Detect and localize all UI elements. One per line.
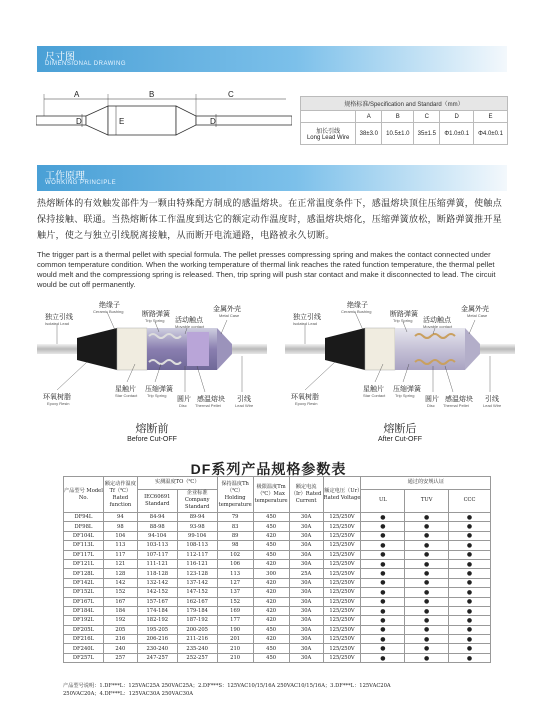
table-cell: 125/250V xyxy=(323,635,361,644)
table-cell: 420 xyxy=(253,559,289,568)
section-subtitle: WORKING PRINCIPLE xyxy=(45,180,117,186)
table-cell: 30A xyxy=(289,625,323,634)
table-cell: 125/250V xyxy=(323,531,361,540)
df-table-title: DF系列产品规格参数表 xyxy=(190,461,347,477)
table-cell: 169 xyxy=(217,606,253,615)
label-disc-en: Disc xyxy=(179,403,187,408)
table-cell: 450 xyxy=(253,550,289,559)
table-row xyxy=(64,578,491,587)
table-cell: 174-184 xyxy=(137,606,177,615)
table-cell: 30A xyxy=(289,513,323,522)
label-isolated-lead: 独立引线 xyxy=(293,314,321,321)
cert-dot: ● xyxy=(405,635,449,644)
table-cell: 420 xyxy=(253,578,289,587)
df-table-body xyxy=(64,513,491,663)
df-header-tuv: TUV xyxy=(405,489,449,512)
table-cell: DF113L xyxy=(64,541,104,550)
cert-dot: ● xyxy=(361,597,405,606)
df-header-standard-group: 实测温度TO（℃） xyxy=(137,477,217,490)
table-cell: 84-94 xyxy=(137,513,177,522)
label-disc-en: Disc xyxy=(427,403,435,408)
table-cell: 107-117 xyxy=(137,550,177,559)
cert-dot: ● xyxy=(405,522,449,531)
df-header-cert-group: 通过的安规认证 xyxy=(361,477,491,490)
cert-dot: ● xyxy=(449,653,491,662)
table-cell: 30A xyxy=(289,644,323,653)
cert-dot: ● xyxy=(361,531,405,540)
table-cell: DF216L xyxy=(64,635,104,644)
table-cell: 125/250V xyxy=(323,559,361,568)
principle-text-en: The trigger part is a thermal pellet with special formula. The pellet presses compressing spring and makes the contact connected under common temperature condition. When the working temperature of thermal link reaches the rated function temperature, the thermal pellet would melt and the compressiong spring is released. Then, trip spring will push star contact and make it disconnected to lead. The circuit would be cut off permanently. xyxy=(37,250,496,289)
table-cell: 99-104 xyxy=(177,531,217,540)
table-cell: 30A xyxy=(289,541,323,550)
table-cell: 450 xyxy=(253,522,289,531)
cert-dot: ● xyxy=(449,541,491,550)
label-ceramic-en: Ceramic Bushing xyxy=(341,309,372,314)
table-cell: 30A xyxy=(289,653,323,662)
table-cell: 206-216 xyxy=(137,635,177,644)
label-pellet-en: Thermal Pellet xyxy=(443,403,469,408)
figure-caption-before-en: Before Cut-OFF xyxy=(127,436,177,443)
table-cell: 125/250V xyxy=(323,606,361,615)
table-cell: 240 xyxy=(103,644,137,653)
label-compress-spring-en: Trip Spring xyxy=(147,393,167,398)
table-cell: 450 xyxy=(253,541,289,550)
df-header-max-temp: 极限温度Tm（℃）Max temperature xyxy=(253,477,289,513)
table-cell: 205 xyxy=(103,625,137,634)
table-cell: 116-121 xyxy=(177,559,217,568)
table-row xyxy=(64,635,491,644)
table-cell: 142-152 xyxy=(137,588,177,597)
table-cell: 30A xyxy=(289,597,323,606)
table-cell: 30A xyxy=(289,559,323,568)
cert-dot: ● xyxy=(361,588,405,597)
table-cell: 30A xyxy=(289,616,323,625)
table-cell: 127 xyxy=(217,578,253,587)
label-metal-case: 金属外壳 xyxy=(461,306,489,313)
table-cell: 152 xyxy=(103,588,137,597)
df-header-voltage: 额定电压（Ur）Rated Voltage xyxy=(323,477,361,513)
table-cell: 420 xyxy=(253,531,289,540)
table-cell: 108-113 xyxy=(177,541,217,550)
cert-dot: ● xyxy=(405,588,449,597)
table-cell: DF167L xyxy=(64,597,104,606)
spec-value-e: Φ4.0±0.1 xyxy=(474,123,508,145)
table-cell: 30A xyxy=(289,635,323,644)
dim-label-d-right: D xyxy=(210,117,216,126)
table-cell: 184 xyxy=(103,606,137,615)
cert-dot: ● xyxy=(449,578,491,587)
table-cell: 420 xyxy=(253,588,289,597)
table-cell: 117 xyxy=(103,550,137,559)
label-metal-case: 金属外壳 xyxy=(213,306,241,313)
df-table-note xyxy=(63,682,493,698)
table-row xyxy=(64,653,491,662)
dim-label-e: E xyxy=(119,117,125,126)
table-cell: DF257L xyxy=(64,653,104,662)
table-cell: 30A xyxy=(289,550,323,559)
df-header-holding: 保持温度Th（℃）Holding temperature xyxy=(217,477,253,513)
table-cell: 93-98 xyxy=(177,522,217,531)
section-title: 工作原理 xyxy=(45,171,85,182)
cert-dot: ● xyxy=(449,531,491,540)
spec-value-c: 35±1.5 xyxy=(414,123,440,145)
table-cell: 125/250V xyxy=(323,541,361,550)
label-epoxy: 环氧树脂 xyxy=(43,394,71,401)
dimensional-drawing xyxy=(36,90,292,150)
table-cell: 125/250V xyxy=(323,513,361,522)
dim-label-c: C xyxy=(228,90,234,99)
cert-dot: ● xyxy=(361,644,405,653)
table-cell: DF117L xyxy=(64,550,104,559)
table-cell: 177 xyxy=(217,616,253,625)
cert-dot: ● xyxy=(361,569,405,578)
table-cell: DF205L xyxy=(64,625,104,634)
cert-dot: ● xyxy=(449,606,491,615)
table-cell: 235-240 xyxy=(177,644,217,653)
label-pellet: 感温熔块 xyxy=(197,396,225,403)
table-row xyxy=(64,541,491,550)
cert-dot: ● xyxy=(405,569,449,578)
table-cell: DF94L xyxy=(64,513,104,522)
section-subtitle: DIMENSIONAL DRAWING xyxy=(45,61,127,67)
cert-dot: ● xyxy=(449,588,491,597)
table-cell: 125/250V xyxy=(323,522,361,531)
spec-header-d: D xyxy=(440,111,474,123)
label-trip-spring-en: Trip Spring xyxy=(393,318,413,323)
table-cell: 30A xyxy=(289,578,323,587)
label-epoxy-en: Epoxy Resin xyxy=(47,401,70,406)
table-cell: 200-205 xyxy=(177,625,217,634)
cert-dot: ● xyxy=(449,635,491,644)
cert-dot: ● xyxy=(449,559,491,568)
label-movable-contact: 活动触点 xyxy=(175,317,203,324)
df-header-rated: 额定动作温度Tf（℃）Rated function xyxy=(103,477,137,513)
label-compress-spring: 压缩弹簧 xyxy=(145,386,173,393)
table-cell: 147-152 xyxy=(177,588,217,597)
table-cell: 230-240 xyxy=(137,644,177,653)
cert-dot: ● xyxy=(361,550,405,559)
table-cell: 187-192 xyxy=(177,616,217,625)
table-cell: 104 xyxy=(103,531,137,540)
cert-dot: ● xyxy=(405,653,449,662)
cert-dot: ● xyxy=(361,541,405,550)
section-header-principle xyxy=(37,165,507,191)
table-cell: 132-142 xyxy=(137,578,177,587)
cert-dot: ● xyxy=(361,578,405,587)
table-cell: 450 xyxy=(253,644,289,653)
df-header-current: 额定电流（Ir）Rated Current xyxy=(289,477,323,513)
label-isolated-lead: 独立引线 xyxy=(45,314,73,321)
spec-header-b: B xyxy=(382,111,414,123)
table-cell: 210 xyxy=(217,644,253,653)
table-cell: 98 xyxy=(103,522,137,531)
figure-caption-after: 熔断后 xyxy=(383,423,417,435)
label-ceramic: 绝缘子 xyxy=(99,302,120,309)
label-movable-contact-en: Movable contact xyxy=(423,324,453,329)
table-row xyxy=(64,513,491,522)
table-cell: 125/250V xyxy=(323,550,361,559)
table-cell: 113 xyxy=(103,541,137,550)
table-cell: 157-167 xyxy=(137,597,177,606)
table-cell: DF142L xyxy=(64,578,104,587)
table-cell: 94-104 xyxy=(137,531,177,540)
figure-caption-before: 熔断前 xyxy=(135,423,169,435)
table-cell: 30A xyxy=(289,522,323,531)
table-cell: 125/250V xyxy=(323,569,361,578)
table-row xyxy=(64,644,491,653)
table-cell: DF192L xyxy=(64,616,104,625)
cert-dot: ● xyxy=(449,522,491,531)
table-cell: 162-167 xyxy=(177,597,217,606)
cert-dot: ● xyxy=(405,616,449,625)
label-movable-contact-en: Movable contact xyxy=(175,324,205,329)
table-cell: 125/250V xyxy=(323,597,361,606)
cert-dot: ● xyxy=(405,578,449,587)
label-trip-spring: 断路弹簧 xyxy=(142,311,170,318)
table-cell: 142 xyxy=(103,578,137,587)
table-cell: DF121L xyxy=(64,559,104,568)
table-cell: 94 xyxy=(103,513,137,522)
table-cell: 113 xyxy=(217,569,253,578)
cert-dot: ● xyxy=(449,625,491,634)
cert-dot: ● xyxy=(405,625,449,634)
cert-dot: ● xyxy=(361,653,405,662)
label-star-contact: 星触片 xyxy=(363,386,384,393)
dim-label-a: A xyxy=(74,90,80,99)
table-cell: 125/250V xyxy=(323,588,361,597)
df-header-company: 企业标准 Company Standard xyxy=(177,489,217,512)
table-row xyxy=(64,559,491,568)
table-cell: 79 xyxy=(217,513,253,522)
table-cell: 420 xyxy=(253,635,289,644)
table-cell: 420 xyxy=(253,616,289,625)
cert-dot: ● xyxy=(405,550,449,559)
table-cell: 167 xyxy=(103,597,137,606)
table-cell: 30A xyxy=(289,588,323,597)
table-row xyxy=(64,588,491,597)
df-header-model: 产品型号 Model No. xyxy=(64,477,104,513)
cert-dot: ● xyxy=(449,569,491,578)
label-lead-wire: 引线 xyxy=(237,396,251,403)
table-row xyxy=(64,616,491,625)
table-cell: DF128L xyxy=(64,569,104,578)
table-cell: 182-192 xyxy=(137,616,177,625)
table-cell: 98 xyxy=(217,541,253,550)
spec-row-label: 加长引线 Long Lead Wire xyxy=(301,123,356,145)
cert-dot: ● xyxy=(361,625,405,634)
cert-dot: ● xyxy=(449,550,491,559)
df-header-iec: IEC60691 Standard xyxy=(137,489,177,512)
table-cell: 125/250V xyxy=(323,653,361,662)
table-cell: 121 xyxy=(103,559,137,568)
table-cell: 300 xyxy=(253,569,289,578)
table-cell: 89-94 xyxy=(177,513,217,522)
table-cell: 192 xyxy=(103,616,137,625)
table-cell: 88-98 xyxy=(137,522,177,531)
df-header-ul: UL xyxy=(361,489,405,512)
table-cell: 201 xyxy=(217,635,253,644)
table-cell: DF104L xyxy=(64,531,104,540)
table-row xyxy=(64,569,491,578)
label-metal-case-en: Metal Case xyxy=(467,313,488,318)
df-note-line-1: 产品型号说明：1.DF***L：125VAC25A 250VAC25A；2.DF***S：125VAC10/15/16A 250VAC10/15/16A；3.DF***L：125VAC20A xyxy=(63,683,391,689)
table-cell: 420 xyxy=(253,597,289,606)
cert-dot: ● xyxy=(449,597,491,606)
label-trip-spring-en: Trip Spring xyxy=(145,318,165,323)
table-cell: 123-128 xyxy=(177,569,217,578)
table-cell: 106 xyxy=(217,559,253,568)
df-header-ccc: CCC xyxy=(449,489,491,512)
label-compress-spring-en: Trip Spring xyxy=(395,393,415,398)
label-star-contact: 星触片 xyxy=(115,386,136,393)
spec-value-a: 38±3.0 xyxy=(356,123,382,145)
label-isolated-lead-en: Isolated Lead xyxy=(293,321,318,326)
table-cell: 420 xyxy=(253,606,289,615)
table-cell: 111-121 xyxy=(137,559,177,568)
label-metal-case-en: Metal Case xyxy=(219,313,240,318)
table-cell: 216 xyxy=(103,635,137,644)
table-cell: 30A xyxy=(289,531,323,540)
cert-dot: ● xyxy=(361,606,405,615)
label-epoxy-en: Epoxy Resin xyxy=(295,401,318,406)
figure-after-cutoff xyxy=(285,300,515,445)
table-cell: 89 xyxy=(217,531,253,540)
label-ceramic: 绝缘子 xyxy=(347,302,368,309)
cert-dot: ● xyxy=(405,597,449,606)
table-cell: 125/250V xyxy=(323,578,361,587)
table-cell: 247-257 xyxy=(137,653,177,662)
label-lead-wire: 引线 xyxy=(485,396,499,403)
label-star-contact-en: Star Contact xyxy=(115,393,138,398)
table-cell: 103-113 xyxy=(137,541,177,550)
label-trip-spring: 断路弹簧 xyxy=(390,311,418,318)
table-cell: 137-142 xyxy=(177,578,217,587)
cert-dot: ● xyxy=(405,531,449,540)
table-row xyxy=(64,522,491,531)
cert-dot: ● xyxy=(361,635,405,644)
cert-dot: ● xyxy=(449,616,491,625)
table-cell: 179-184 xyxy=(177,606,217,615)
table-cell: 30A xyxy=(289,606,323,615)
table-cell: 152 xyxy=(217,597,253,606)
table-row xyxy=(64,606,491,615)
cert-dot: ● xyxy=(405,541,449,550)
table-cell: DF152L xyxy=(64,588,104,597)
dim-label-d-left: D xyxy=(76,117,82,126)
table-cell: DF98L xyxy=(64,522,104,531)
figure-caption-after-en: After Cut-OFF xyxy=(378,436,422,443)
table-cell: 450 xyxy=(253,513,289,522)
cert-dot: ● xyxy=(449,513,491,522)
table-cell: 450 xyxy=(253,653,289,662)
cert-dot: ● xyxy=(405,513,449,522)
spec-value-b: 10.5±1.0 xyxy=(382,123,414,145)
label-isolated-lead-en: Isolated Lead xyxy=(45,321,70,326)
table-cell: 450 xyxy=(253,625,289,634)
cert-dot: ● xyxy=(361,522,405,531)
spec-table-caption: 规格标准/Specification and Standard（mm） xyxy=(300,96,508,110)
label-pellet-en: Thermal Pellet xyxy=(195,403,221,408)
table-cell: DF240L xyxy=(64,644,104,653)
cert-dot: ● xyxy=(405,644,449,653)
table-row xyxy=(64,531,491,540)
cert-dot: ● xyxy=(405,606,449,615)
right-taper xyxy=(176,106,196,135)
spec-value-d: Φ1.0±0.1 xyxy=(440,123,474,145)
label-disc: 圆片 xyxy=(425,396,439,403)
table-cell: 125/250V xyxy=(323,625,361,634)
label-compress-spring: 压缩弹簧 xyxy=(393,386,421,393)
cert-dot: ● xyxy=(361,513,405,522)
spec-header-a: A xyxy=(356,111,382,123)
principle-text-zh: 热熔断体的有效触发部件为一颗由特殊配方制成的感温熔块。在正常温度条件下，感温熔块顶住压缩弹簧，使触点保持接触、联通。当热熔断体工作温度到达它的额定动作温度时，感温熔块熔化，压缩弹簧放松，断路弹簧推开星触片，使之与独立引线脱离接触，从而断开电流通路，电路被永久切断。 xyxy=(37,198,503,240)
label-epoxy: 环氧树脂 xyxy=(291,394,319,401)
table-row xyxy=(64,625,491,634)
cert-dot: ● xyxy=(361,559,405,568)
df-spec-table xyxy=(63,476,491,663)
table-cell: 137 xyxy=(217,588,253,597)
table-cell: 102 xyxy=(217,550,253,559)
table-cell: 195-205 xyxy=(137,625,177,634)
spec-table xyxy=(300,96,508,145)
table-cell: 83 xyxy=(217,522,253,531)
cert-dot: ● xyxy=(449,644,491,653)
spec-header-e: E xyxy=(474,111,508,123)
table-cell: 190 xyxy=(217,625,253,634)
table-cell: 112-117 xyxy=(177,550,217,559)
table-cell: 257 xyxy=(103,653,137,662)
dim-label-b: B xyxy=(149,90,155,99)
table-cell: 118-128 xyxy=(137,569,177,578)
spec-header-c: C xyxy=(414,111,440,123)
table-cell: DF184L xyxy=(64,606,104,615)
df-note-line-2: 250VAC20A；4.DF***L：125VAC30A 250VAC30A xyxy=(63,691,194,697)
table-row xyxy=(64,597,491,606)
table-cell: 125/250V xyxy=(323,616,361,625)
section-header-dimension xyxy=(37,46,507,72)
section-title: 尺寸图 xyxy=(45,52,75,63)
left-taper xyxy=(86,106,108,135)
cert-dot: ● xyxy=(361,616,405,625)
table-cell: 210 xyxy=(217,653,253,662)
label-movable-contact: 活动触点 xyxy=(423,317,451,324)
label-disc: 圆片 xyxy=(177,396,191,403)
table-cell: 252-257 xyxy=(177,653,217,662)
table-row xyxy=(64,550,491,559)
table-cell: 25A xyxy=(289,569,323,578)
label-lead-wire-en: Lead Wire xyxy=(483,403,502,408)
label-pellet: 感温熔块 xyxy=(445,396,473,403)
spec-header-blank xyxy=(301,111,356,123)
figure-before-cutoff xyxy=(37,300,267,445)
label-ceramic-en: Ceramic Bushing xyxy=(93,309,124,314)
table-cell: 211-216 xyxy=(177,635,217,644)
table-cell: 125/250V xyxy=(323,644,361,653)
table-cell: 128 xyxy=(103,569,137,578)
label-lead-wire-en: Lead Wire xyxy=(235,403,254,408)
label-star-contact-en: Star Contact xyxy=(363,393,386,398)
cert-dot: ● xyxy=(405,559,449,568)
